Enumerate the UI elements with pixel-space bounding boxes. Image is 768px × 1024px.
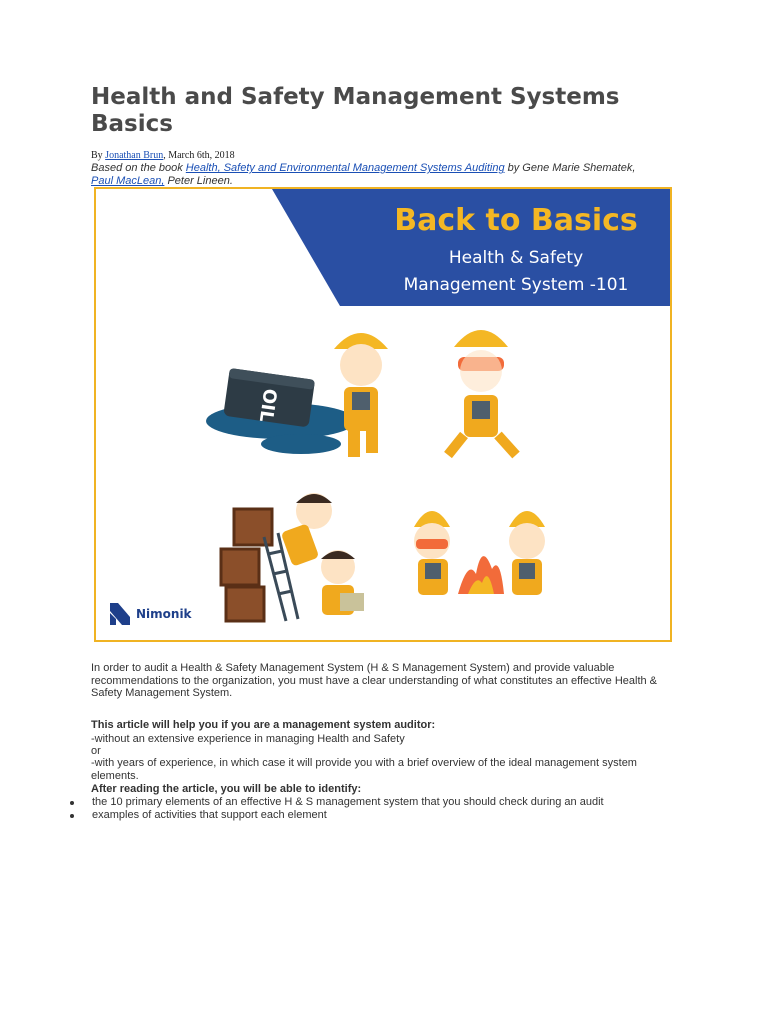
byline-prefix: By bbox=[91, 150, 106, 161]
worker-illustrations bbox=[96, 189, 670, 640]
intro-paragraph: In order to audit a Health & Safety Management System (H & S Management System) and provide valuable recommendations to the organization, you must have a clear understanding of what constitutes an effective Health & Safety Management System. bbox=[91, 662, 658, 700]
bullet-icon bbox=[70, 801, 74, 805]
worker-slipping bbox=[334, 333, 388, 457]
coauthor-link[interactable]: Paul MacLean, bbox=[91, 175, 165, 187]
banner-title: Back to Basics bbox=[394, 203, 638, 238]
outcome-text: examples of activities that support each element bbox=[92, 808, 327, 821]
oil-spill-scene bbox=[206, 368, 356, 454]
nimonik-logo-icon bbox=[110, 603, 130, 625]
byline-date: , March 6th, 2018 bbox=[163, 150, 235, 161]
list-item bbox=[70, 796, 604, 809]
audience-heading: This article will help you if you are a management system auditor: bbox=[91, 719, 436, 731]
banner-subtitle-line1: Health & Safety bbox=[448, 248, 584, 268]
outcomes-list bbox=[70, 796, 604, 821]
based-suffix: Peter Lineen. bbox=[164, 175, 233, 187]
book-link[interactable]: Health, Safety and Environmental Management Systems Auditing bbox=[185, 162, 505, 174]
article-title: Health and Safety Management Systems Basics bbox=[91, 84, 620, 137]
based-prefix: Based on the book bbox=[91, 162, 186, 174]
audience-line-1: -without an extensive experience in managing Health and Safety bbox=[91, 733, 405, 745]
list-item bbox=[70, 809, 604, 822]
author-link[interactable]: Jonathan Brun bbox=[105, 150, 164, 161]
audience-or: or bbox=[91, 745, 101, 757]
byline bbox=[91, 150, 235, 161]
fire-scene bbox=[414, 511, 545, 595]
outcomes-heading: After reading the article, you will be able to identify: bbox=[91, 783, 362, 795]
barrel-label: OIL bbox=[254, 387, 281, 424]
brand-logo bbox=[110, 603, 192, 625]
hero-banner bbox=[94, 187, 672, 642]
source-attribution bbox=[91, 162, 651, 188]
worker-alarmed bbox=[448, 330, 516, 455]
brand-name: Nimonik bbox=[136, 607, 192, 621]
outcome-text: the 10 primary elements of an effective H & S management system that you should check during an audit bbox=[92, 796, 604, 808]
falling-boxes-scene bbox=[221, 493, 364, 621]
banner-subtitle-line2: Management System -101 bbox=[403, 275, 629, 295]
bullet-icon bbox=[70, 814, 74, 818]
audience-line-2: -with years of experience, in which case it will provide you with a brief overview of the ideal management system elements. bbox=[91, 757, 637, 782]
based-middle: by Gene Marie Shematek, bbox=[504, 162, 636, 174]
